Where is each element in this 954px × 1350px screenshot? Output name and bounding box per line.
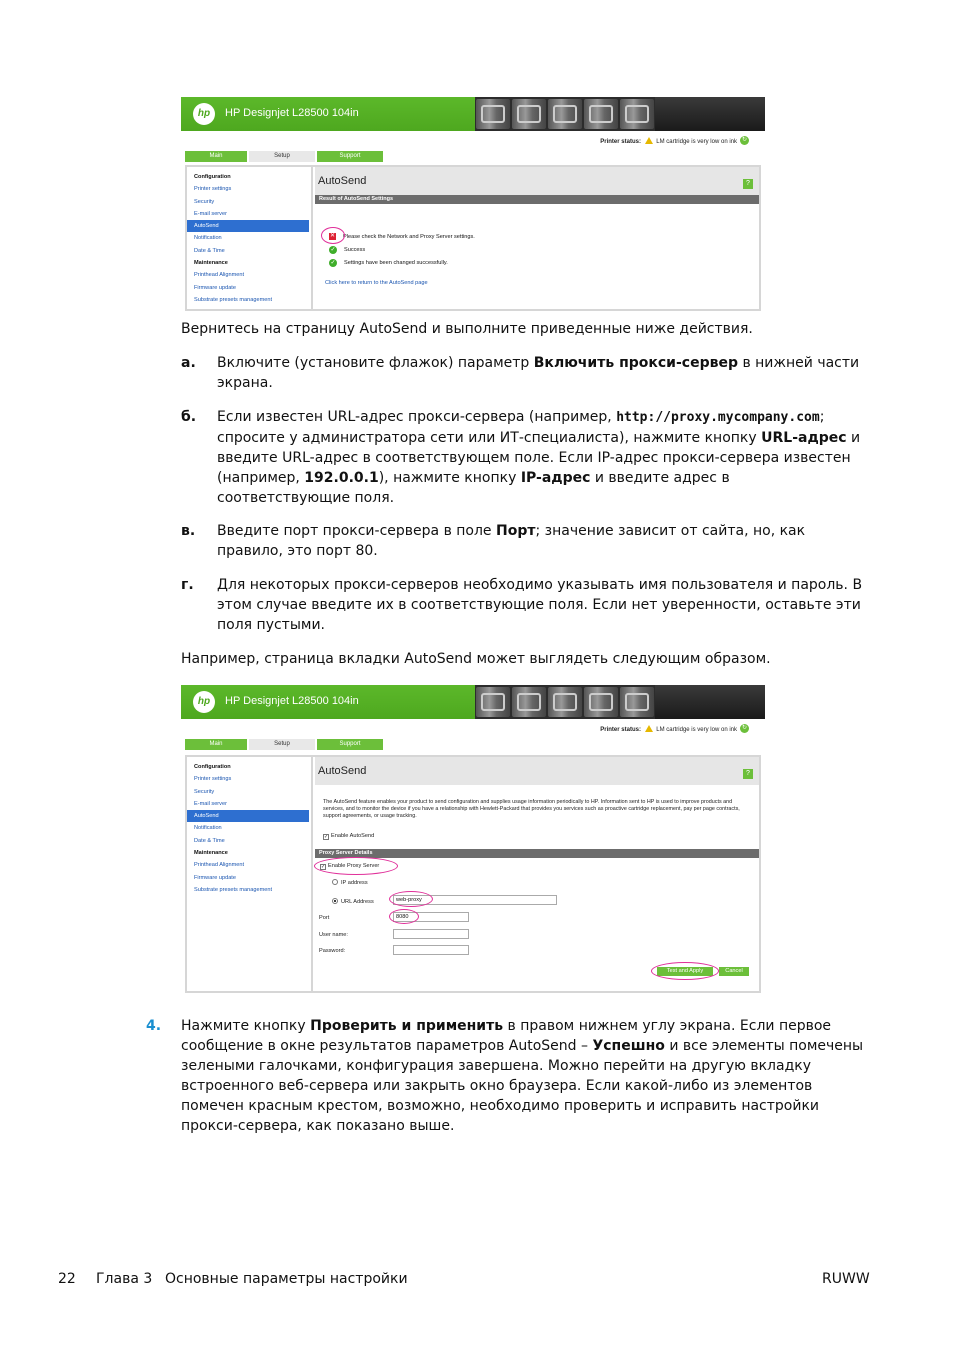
success-check-icon: ✓ [330, 247, 336, 253]
section-title: Proxy Server Details [315, 849, 759, 858]
port-input[interactable]: 8080 [393, 912, 469, 922]
refresh-icon[interactable]: ↻ [741, 137, 748, 143]
sidebar-item[interactable]: Firmware update [194, 874, 236, 881]
ip-address-radio[interactable] [332, 879, 338, 885]
tab-bar [185, 739, 765, 750]
cartridge-icon [620, 687, 654, 717]
step-g-text: Для некоторых прокси-серверов необходимо указывать имя пользователя и пароль. В этом случае введите их в соответствующие поля. Если нет уверенности, оставьте эти поля пустыми. [217, 577, 863, 633]
cartridge-icon [476, 687, 510, 717]
step-letter-v: в. [181, 523, 196, 539]
autosend-content [315, 757, 759, 991]
ip-address-option[interactable]: IP address [332, 879, 368, 886]
warning-icon [645, 725, 653, 732]
sidebar-item[interactable]: Notification [194, 825, 222, 832]
tab-setup[interactable]: Setup [249, 151, 315, 162]
sidebar-item[interactable]: Notification [194, 235, 222, 242]
step-a-text: Включите (установите флажок) параметр Включить прокси-сервер в нижней части экрана. [217, 355, 860, 391]
sidebar-item: Maintenance [194, 850, 228, 857]
printer-image [655, 685, 765, 719]
port-label: Port [319, 915, 330, 921]
sidebar-item[interactable]: AutoSend [187, 220, 309, 232]
printer-status-row [181, 131, 765, 151]
password-label: Password: [319, 948, 346, 954]
status-message: LM cartridge is very low on ink [656, 727, 737, 733]
return-link[interactable]: Click here to return to the AutoSend page [325, 280, 428, 286]
ink-cartridges-image [475, 97, 655, 131]
page-number: 22 [58, 1271, 76, 1287]
url-address-input[interactable]: web-proxy [393, 895, 557, 905]
step-number-4: 4. [146, 1018, 162, 1034]
username-input[interactable] [393, 929, 469, 939]
cartridge-icon [548, 687, 582, 717]
step-b-text: Если известен URL-адрес прокси-сервера (например, http://proxy.mycompany.com; спросите у администратора сети или ИТ-специалиста), нажмите кнопку URL-адрес и введите URL-адрес в соответствующем поле. Если IP-адрес прокси-сервера известен (например, 192.0.0.1), нажмите кнопку IP-адрес и введите адрес в соответствующие поля. [217, 409, 861, 506]
success-check-icon: ✓ [330, 260, 336, 266]
sidebar-item: Configuration [194, 174, 231, 180]
enable-autosend-checkbox[interactable]: ✓ [324, 834, 329, 840]
cartridge-icon [476, 99, 510, 129]
cartridge-icon [512, 99, 546, 129]
sidebar-item[interactable]: Substrate presets management [194, 296, 273, 303]
sidebar-item[interactable]: AutoSend [187, 810, 309, 822]
chapter-title: Основные параметры настройки [165, 1271, 408, 1287]
printer-title: HP Designjet L28500 104in [225, 695, 359, 707]
cartridge-icon [584, 687, 618, 717]
highlight-ring [389, 891, 433, 907]
tab-main[interactable]: Main [185, 739, 247, 750]
password-input[interactable] [393, 945, 469, 955]
sidebar-item[interactable]: Printhead Alignment [194, 862, 245, 869]
ink-cartridges-image [475, 685, 655, 719]
sidebar-item[interactable]: Security [194, 198, 215, 205]
result-row-success: ✓ Settings have been changed successfully. [330, 260, 448, 266]
autosend-content [315, 167, 759, 309]
page-title: AutoSend [318, 765, 367, 777]
url-address-option[interactable]: URL Address [332, 898, 374, 905]
status-label: Printer status: [600, 727, 641, 733]
step-4-text: Нажмите кнопку Проверить и применить в правом нижнем углу экрана. Если первое сообщение в окне результатов параметров AutoSend – Успешно и все элементы помечены зелеными галочками, конфигурация завершена. Можно перейти на другую вкладку встроенного веб-сервера или закрыть окно браузера. Если какой-либо из элементов помечен красным крестом, возможно, необходимо проверить и исправить настройки прокси-сервера, как показано выше. [181, 1018, 864, 1134]
test-and-apply-button[interactable]: Test and Apply [657, 967, 713, 976]
status-message: LM cartridge is very low on ink [656, 139, 737, 145]
sidebar-item[interactable]: Printer settings [194, 776, 232, 783]
error-x-icon: ✕ [329, 233, 336, 239]
printer-status-row [181, 719, 765, 739]
highlight-ring [314, 857, 398, 875]
enable-proxy-row[interactable]: ✓ Enable Proxy Server [321, 863, 380, 870]
intro-text: Вернитесь на страницу AutoSend и выполните приведенные ниже действия. [181, 321, 753, 337]
sidebar-item[interactable]: Substrate presets management [194, 886, 273, 893]
hp-logo: hp [193, 103, 215, 125]
sidebar-item[interactable]: Firmware update [194, 284, 236, 291]
sidebar-item[interactable]: Date & Time [194, 247, 225, 254]
status-label: Printer status: [600, 139, 641, 145]
result-row-success: ✓ Success [330, 247, 366, 253]
page-title: AutoSend [318, 175, 367, 187]
printer-banner [181, 97, 765, 131]
screenshot-autosend-result [181, 97, 765, 303]
step-v-text: Введите порт прокси-сервера в поле Порт; значение зависит от сайта, но, как правило, это порт 80. [217, 523, 806, 559]
highlight-ring [389, 909, 419, 924]
warning-icon [645, 137, 653, 144]
settings-frame [185, 165, 761, 311]
screenshot-autosend-proxy [181, 685, 765, 974]
url-address-radio[interactable] [332, 898, 338, 904]
sidebar-item[interactable]: Date & Time [194, 837, 225, 844]
cartridge-icon [620, 99, 654, 129]
sidebar-item[interactable]: Printer settings [194, 186, 232, 193]
step-letter-b: б. [181, 409, 197, 425]
highlight-ring [651, 962, 719, 980]
step-letter-a: а. [181, 355, 196, 371]
enable-proxy-checkbox[interactable]: ✓ [321, 864, 326, 870]
step-letter-g: г. [181, 577, 194, 593]
sidebar [187, 167, 313, 309]
printer-image [655, 97, 765, 131]
result-row-error: ✕ Please check the Network and Proxy Server settings. [329, 233, 475, 240]
sidebar [187, 757, 313, 991]
help-icon[interactable]: ? [743, 179, 753, 189]
cartridge-icon [512, 687, 546, 717]
tab-support[interactable]: Support [317, 151, 383, 162]
settings-frame [185, 755, 761, 993]
sidebar-item: Maintenance [194, 260, 228, 267]
cancel-button[interactable]: Cancel [719, 967, 749, 976]
sidebar-item[interactable]: E-mail server [194, 800, 227, 807]
sidebar-item[interactable]: Security [194, 788, 215, 795]
cartridge-icon [584, 99, 618, 129]
enable-autosend-row[interactable]: ✓ Enable AutoSend [324, 833, 375, 840]
section-title: Result of AutoSend Settings [315, 195, 759, 204]
locale-code: RUWW [822, 1271, 870, 1287]
printer-title: HP Designjet L28500 104in [225, 107, 359, 119]
sidebar-item: Configuration [194, 764, 231, 770]
help-icon[interactable]: ? [743, 769, 753, 779]
cartridge-icon [548, 99, 582, 129]
sidebar-item[interactable]: E-mail server [194, 210, 227, 217]
example-text: Например, страница вкладки AutoSend может выглядеть следующим образом. [181, 651, 771, 667]
sidebar-item[interactable]: Printhead Alignment [194, 272, 245, 279]
autosend-description: The AutoSend feature enables your product to send configuration and supplies usage information periodically to HP. Information sent to HP is used to improve products and services, and to monitor the device if you have a relationship with Hewlett-Packard that provides you services such as proactive cartridge replacement, pay per page contracts, support agreements, or usage tracking. [323, 799, 740, 819]
hp-logo: hp [193, 691, 215, 713]
tab-bar [185, 151, 765, 162]
username-label: User name: [319, 932, 348, 938]
tab-setup[interactable]: Setup [249, 739, 315, 750]
chapter-label: Глава 3 [96, 1271, 153, 1287]
highlight-ring [321, 227, 345, 244]
tab-main[interactable]: Main [185, 151, 247, 162]
tab-support[interactable]: Support [317, 739, 383, 750]
printer-banner [181, 685, 765, 719]
refresh-icon[interactable]: ↻ [741, 725, 748, 731]
